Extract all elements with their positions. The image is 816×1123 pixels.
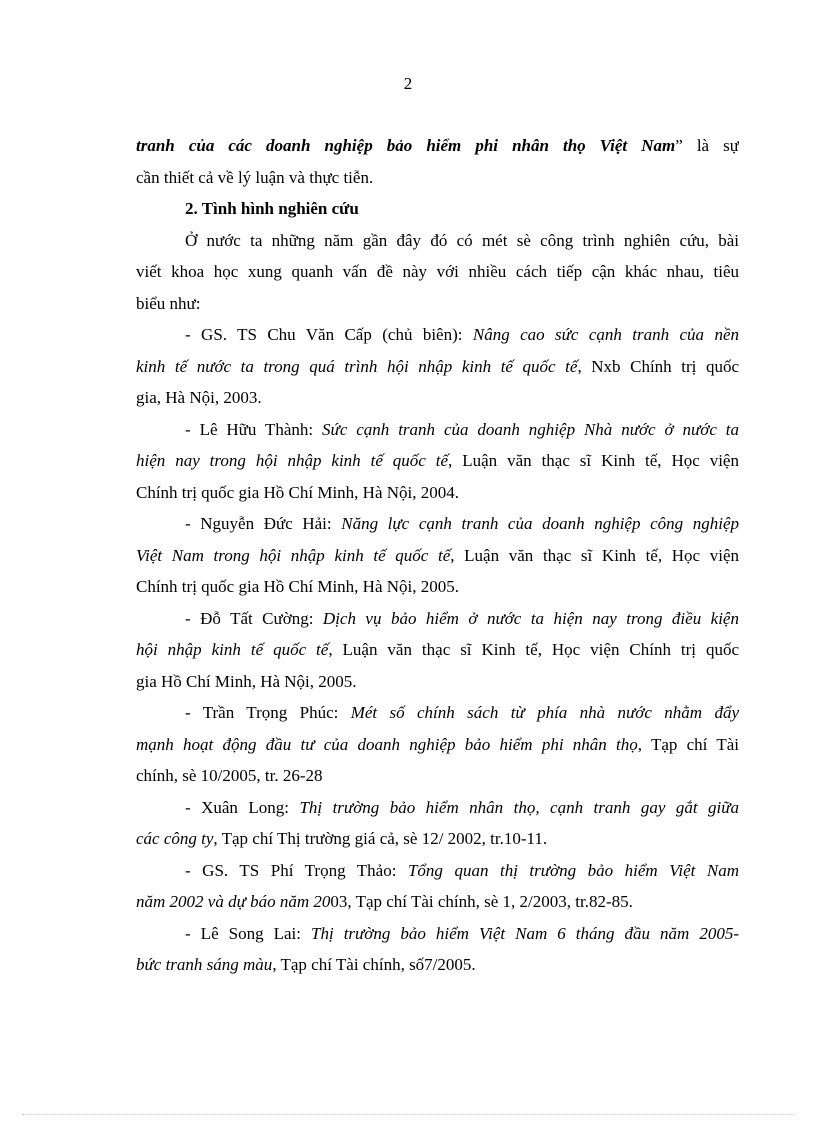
reference-line: năm 2002 và dự báo năm 2003, Tạp chí Tài chính, sè 1, 2/2003, tr.82-85. [136,892,633,911]
reference-line: - Nguyễn Đức Hải: Năng lực cạnh tranh của doanh nghiệp công nghiệp [185,514,739,533]
reference-line: - GS. TS Phí Trọng Thảo: Tổng quan thị trường bảo hiểm Việt Nam [185,860,739,880]
reference-line: kinh tế nước ta trong quá trình hội nhập kinh tế quốc tế, Nxb Chính trị quốc [136,356,739,376]
reference-line: gia Hồ Chí Minh, Hà Nội, 2005. [136,671,357,691]
intro-line-1: tranh của các doanh nghiệp bảo hiểm phi nhân thọ Việt Nam” là sự [136,136,739,155]
reference-line: - Đỗ Tất Cường: Dịch vụ bảo hiểm ở nước ta hiện nay trong điều kiện [185,608,739,628]
page-bottom-divider [22,1114,794,1115]
reference-line: - GS. TS Chu Văn Cấp (chủ biên): Nâng cao sức cạnh tranh của nền [185,325,739,344]
reference-line: - Trần Trọng Phúc: Mét số chính sách từ phía nhà nước nhằm đẩy [185,703,739,722]
section-heading: 2. Tình hình nghiên cứu [185,199,359,218]
reference-line: Việt Nam trong hội nhập kinh tế quốc tế, Luận văn thạc sĩ Kinh tế, Học viện [136,545,739,565]
reference-line: mạnh hoạt động đầu tư của doanh nghiệp bảo hiểm phi nhân thọ, Tạp chí Tài [136,734,739,754]
document-body [136,130,739,981]
reference-line: các công ty, Tạp chí Thị trường giá cả, sè 12/ 2002, tr.10-11. [136,829,548,848]
reference-line: - Xuân Long: Thị trường bảo hiểm nhân thọ, cạnh tranh gay gắt giữa [185,797,739,817]
paragraph-line-1: Ở nước ta những năm gần đây đó có mét sè công trình nghiên cứu, bài [185,230,739,250]
reference-line: - Lê Song Lai: Thị trường bảo hiểm Việt Nam 6 tháng đầu năm 2005- [185,923,739,943]
reference-line: hội nhập kinh tế quốc tế, Luận văn thạc sĩ Kinh tế, Học viện Chính trị quốc [136,640,739,659]
reference-line: Chính trị quốc gia Hồ Chí Minh, Hà Nội, 2004. [136,482,459,502]
paragraph-line-2: viết khoa học xung quanh vấn đề này với nhiều cách tiếp cận khác nhau, tiêu [136,262,739,281]
reference-line: Chính trị quốc gia Hồ Chí Minh, Hà Nội, 2005. [136,577,459,596]
intro-line-2: cần thiết cả về lý luận và thực tiễn. [136,167,374,187]
reference-line: hiện nay trong hội nhập kinh tế quốc tế, Luận văn thạc sĩ Kinh tế, Học viện [136,451,739,470]
reference-line: - Lê Hữu Thành: Sức cạnh tranh của doanh nghiệp Nhà nước ở nước ta [185,419,739,439]
reference-line: gia, Hà Nội, 2003. [136,388,262,407]
page-number: 2 [403,74,413,93]
paragraph-line-3: biểu như: [136,293,201,313]
reference-line: chính, sè 10/2005, tr. 26-28 [136,766,323,785]
reference-line: bức tranh sáng màu, Tạp chí Tài chính, số7/2005. [136,955,476,974]
